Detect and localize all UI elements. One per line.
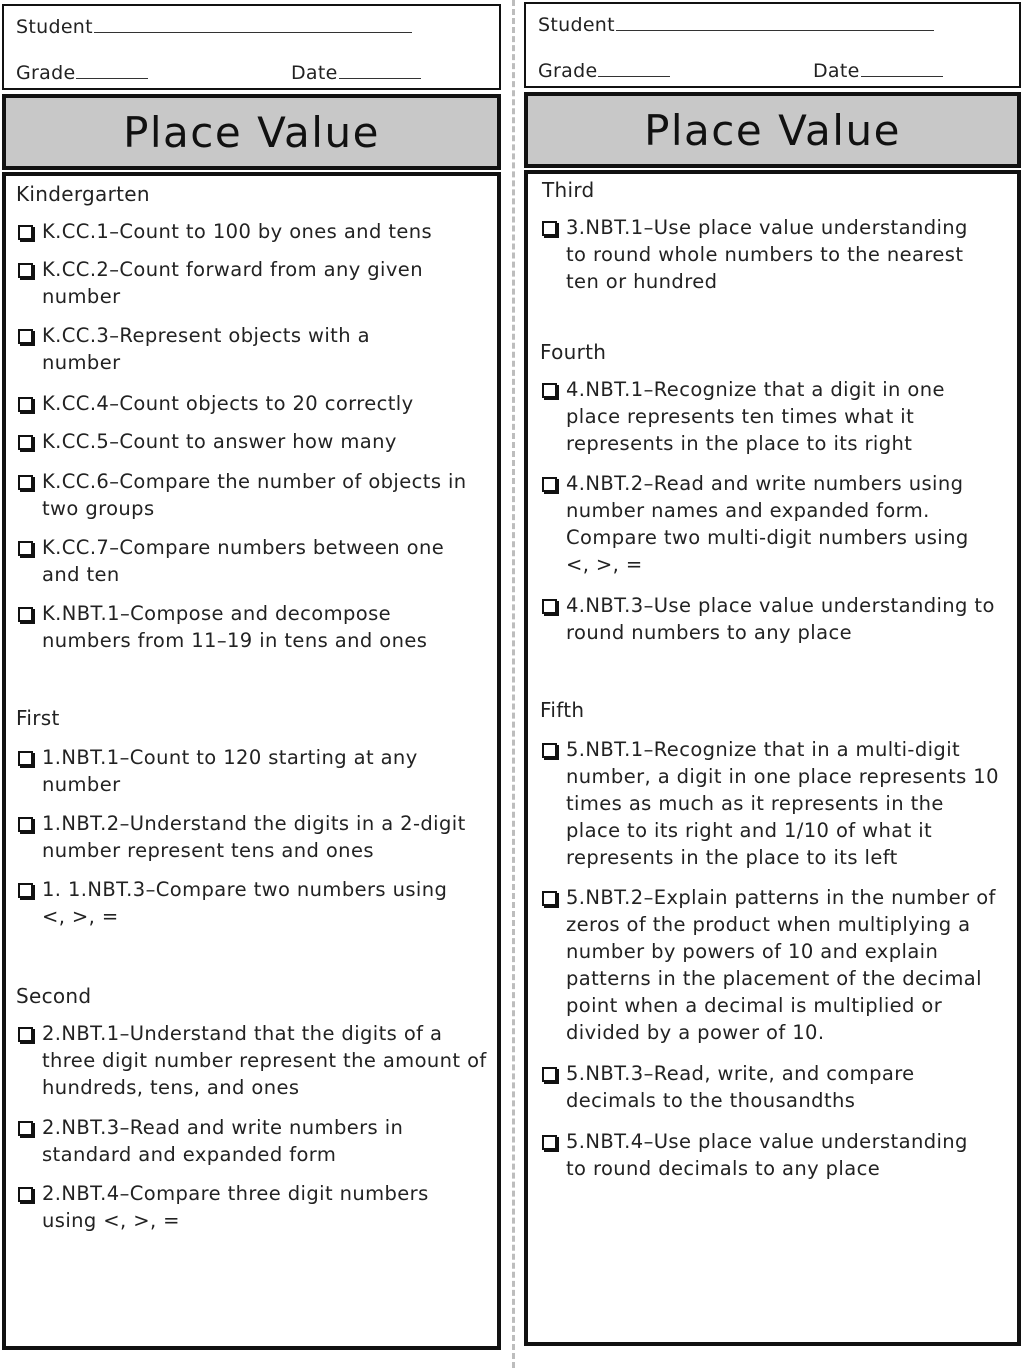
standards-list	[524, 170, 1021, 1346]
checkbox-icon[interactable]	[18, 263, 33, 278]
standard-item[interactable]: K.CC.7–Compare numbers between one and ten	[18, 534, 478, 588]
checkbox-icon[interactable]	[18, 329, 33, 344]
checkbox-icon[interactable]	[18, 1187, 33, 1202]
standard-item[interactable]: 1. 1.NBT.3–Compare two numbers using <, >, =	[18, 876, 458, 930]
standard-item[interactable]: 5.NBT.1–Recognize that in a multi-digit number, a digit in one place represents 10 times as much as it represents in the place to its right and 1/10 of what it represents in the place to its left	[542, 736, 1002, 871]
checkbox-icon[interactable]	[18, 751, 33, 766]
checkbox-icon[interactable]	[18, 435, 33, 450]
checkbox-icon[interactable]	[542, 599, 557, 614]
standard-item[interactable]: 5.NBT.3–Read, write, and compare decimals to the thousandths	[542, 1060, 962, 1114]
standard-item[interactable]: 2.NBT.3–Read and write numbers in standard and expanded form	[18, 1114, 438, 1168]
checkbox-icon[interactable]	[542, 221, 557, 236]
checkbox-icon[interactable]	[18, 1121, 33, 1136]
grade-heading: Fifth	[540, 698, 585, 722]
checkbox-icon[interactable]	[18, 1027, 33, 1042]
checkbox-icon[interactable]	[18, 475, 33, 490]
checkbox-icon[interactable]	[18, 397, 33, 412]
standard-item[interactable]: 3.NBT.1–Use place value understanding to round whole numbers to the nearest ten or hundred	[542, 214, 992, 295]
standards-list	[2, 172, 501, 1350]
standard-item[interactable]: 2.NBT.1–Understand that the digits of a three digit number represent the amount of hundreds, tens, and ones	[18, 1020, 488, 1101]
standard-item[interactable]: 5.NBT.4–Use place value understanding to round decimals to any place	[542, 1128, 992, 1182]
checkbox-icon[interactable]	[18, 607, 33, 622]
standard-item[interactable]: 5.NBT.2–Explain patterns in the number of zeros of the product when multiplying a number by powers of 10 and explain patterns in the placement of the decimal point when a decimal is multiplied or divided by a power of 10.	[542, 884, 1010, 1046]
right-bookmark	[524, 2, 1021, 1346]
checkbox-icon[interactable]	[542, 383, 557, 398]
grade-heading: Third	[542, 178, 595, 202]
standard-item[interactable]: K.CC.1–Count to 100 by ones and tens	[18, 218, 478, 245]
date-field[interactable]: Date	[291, 62, 421, 84]
grade-heading: Kindergarten	[16, 182, 150, 206]
checkbox-icon[interactable]	[18, 541, 33, 556]
student-field[interactable]: Student	[16, 16, 412, 38]
standard-item[interactable]: 4.NBT.2–Read and write numbers using number names and expanded form. Compare two multi-digit numbers using <, >, =	[542, 470, 992, 578]
checkbox-icon[interactable]	[542, 477, 557, 492]
left-bookmark	[2, 4, 501, 1350]
checkbox-icon[interactable]	[18, 817, 33, 832]
checkbox-icon[interactable]	[18, 225, 33, 240]
student-info-header	[524, 2, 1021, 88]
standard-item[interactable]: K.NBT.1–Compose and decompose numbers from 11–19 in tens and ones	[18, 600, 438, 654]
standard-item[interactable]: K.CC.4–Count objects to 20 correctly	[18, 390, 478, 417]
checkbox-icon[interactable]	[542, 1135, 557, 1150]
grade-field[interactable]: Grade	[16, 62, 148, 84]
standard-item[interactable]: 4.NBT.3–Use place value understanding to round numbers to any place	[542, 592, 1002, 646]
student-info-header	[2, 4, 501, 90]
standard-item[interactable]: 1.NBT.2–Understand the digits in a 2-digit number represent tens and ones	[18, 810, 468, 864]
checkbox-icon[interactable]	[542, 891, 557, 906]
standard-item[interactable]: K.CC.2–Count forward from any given number	[18, 256, 458, 310]
standard-item[interactable]: 4.NBT.1–Recognize that a digit in one place represents ten times what it represents in the place to its right	[542, 376, 962, 457]
checkbox-icon[interactable]	[542, 743, 557, 758]
checkbox-icon[interactable]	[542, 1067, 557, 1082]
standard-item[interactable]: K.CC.3–Represent objects with a number	[18, 322, 428, 376]
student-field[interactable]: Student	[538, 14, 934, 36]
grade-heading: First	[16, 706, 60, 730]
standard-item[interactable]: 2.NBT.4–Compare three digit numbers using <, >, =	[18, 1180, 478, 1234]
standard-item[interactable]: 1.NBT.1–Count to 120 starting at any number	[18, 744, 438, 798]
standard-item[interactable]: K.CC.5–Count to answer how many	[18, 428, 478, 455]
standard-item[interactable]: K.CC.6–Compare the number of objects in two groups	[18, 468, 488, 522]
cut-line-divider	[512, 0, 515, 1368]
grade-heading: Fourth	[540, 340, 607, 364]
page-title: Place Value	[524, 92, 1021, 168]
grade-field[interactable]: Grade	[538, 60, 670, 82]
checkbox-icon[interactable]	[18, 883, 33, 898]
date-field[interactable]: Date	[813, 60, 943, 82]
page-title: Place Value	[2, 94, 501, 170]
grade-heading: Second	[16, 984, 92, 1008]
